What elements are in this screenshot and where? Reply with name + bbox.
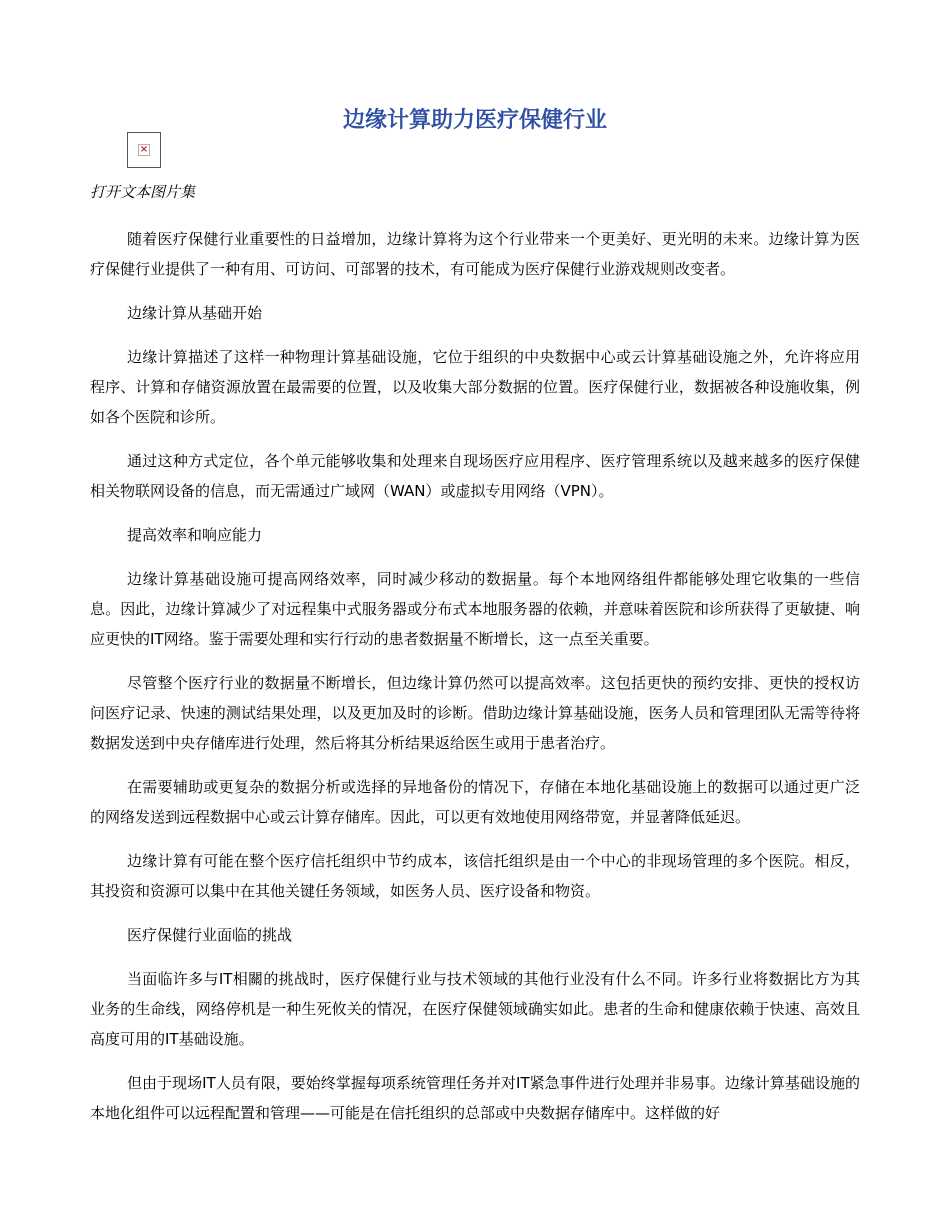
section-heading: 边缘计算从基础开始 [127, 304, 263, 322]
article-body [90, 224, 860, 1142]
paragraph: 尽管整个医疗行业的数据量不断增长，但边缘计算仍然可以提高效率。这包括更快的预约安排、更快的授权访问医疗记录、快速的测试结果处理，以及更加及时的诊断。借助边缘计算基础设施，医务人员和管理团队无需等待将数据发送到中央存储库进行处理，然后将其分析结果返给医生或用于患者治疗。 [90, 674, 860, 752]
paragraph: 但由于现场IT人员有限，要始终掌握每项系统管理任务并对IT紧急事件进行处理并非易事。边缘计算基础设施的本地化组件可以远程配置和管理——可能是在信托组织的总部或中央数据存储库中。这样做的好 [90, 1074, 860, 1122]
section-heading: 医疗保健行业面临的挑战 [127, 926, 293, 944]
paragraph: 边缘计算描述了这样一种物理计算基础设施，它位于组织的中央数据中心或云计算基础设施之外，允许将应用程序、计算和存储资源放置在最需要的位置，以及收集大部分数据的位置。医疗保健行业，数据被各种设施收集，例如各个医院和诊所。 [90, 348, 860, 426]
page-title: 边缘计算助力医疗保健行业 [342, 108, 607, 133]
broken-image-placeholder[interactable] [127, 132, 161, 168]
paragraph: 通过这种方式定位，各个单元能够收集和处理来自现场医疗应用程序、医疗管理系统以及越来越多的医疗保健相关物联网设备的信息，而无需通过广域网（WAN）或虚拟专用网络（VPN）。 [90, 452, 860, 500]
paragraph: 当面临许多与IT相關的挑战时，医疗保健行业与技术领域的其他行业没有什么不同。许多行业将数据比方为其业务的生命线，网络停机是一种生死攸关的情况，在医疗保健领域确实如此。患者的生命和健康依赖于快速、高效且高度可用的IT基础设施。 [90, 970, 860, 1048]
paragraph: 随着医疗保健行业重要性的日益增加，边缘计算将为这个行业带来一个更美好、更光明的未来。边缘计算为医疗保健行业提供了一种有用、可访问、可部署的技术，有可能成为医疗保健行业游戏规则改变者。 [90, 230, 860, 278]
section-heading: 提高效率和响应能力 [127, 526, 263, 544]
broken-image-icon: × [139, 144, 149, 155]
open-image-gallery-link[interactable]: 打开文本图片集 [90, 183, 196, 201]
paragraph: 在需要辅助或更复杂的数据分析或选择的异地备份的情况下，存储在本地化基础设施上的数据可以通过更广泛的网络发送到远程数据中心或云计算存储库。因此，可以更有效地使用网络带宽，并显著降低延迟。 [90, 778, 860, 826]
paragraph: 边缘计算有可能在整个医疗信托组织中节约成本，该信托组织是由一个中心的非现场管理的多个医院。相反，其投资和资源可以集中在其他关键任务领域，如医务人员、医疗设备和物资。 [90, 852, 860, 900]
paragraph: 边缘计算基础设施可提高网络效率，同时减少移动的数据量。每个本地网络组件都能够处理它收集的一些信息。因此，边缘计算减少了对远程集中式服务器或分布式本地服务器的依赖，并意味着医院和诊所获得了更敏捷、响应更快的IT网络。鉴于需要处理和实行行动的患者数据量不断增长，这一点至关重要。 [90, 570, 860, 648]
